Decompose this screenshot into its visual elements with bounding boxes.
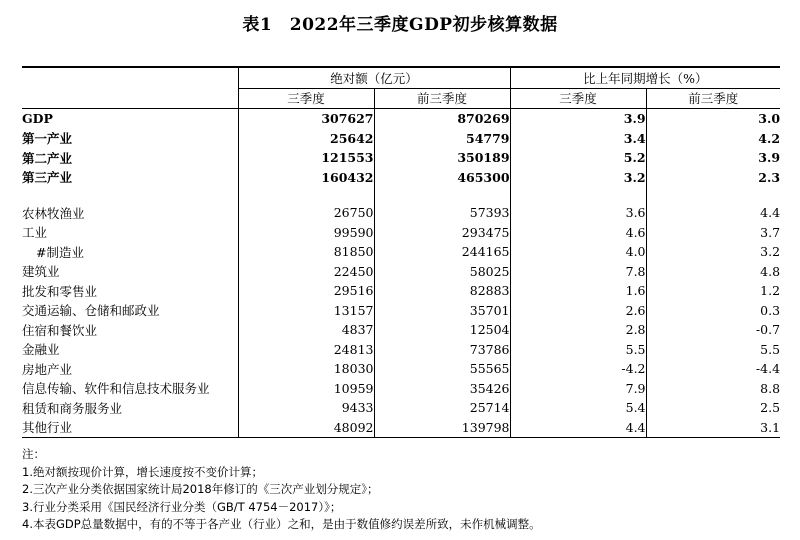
cell-value: 4.4 bbox=[646, 203, 780, 223]
header-corner-sub bbox=[22, 88, 238, 109]
cell-value: -4.4 bbox=[646, 359, 780, 379]
notes-heading: 注： bbox=[22, 447, 45, 461]
cell-value: 54779 bbox=[374, 129, 510, 149]
spacer-cell bbox=[238, 187, 374, 203]
spacer-cell bbox=[374, 187, 510, 203]
cell-value: 3.6 bbox=[510, 203, 646, 223]
table-row bbox=[22, 340, 780, 360]
cell-value: 2.3 bbox=[646, 168, 780, 188]
table-row bbox=[22, 223, 780, 243]
row-label: 农林牧渔业 bbox=[22, 205, 85, 221]
row-label: 第一产业 bbox=[22, 131, 73, 147]
spacer-cell bbox=[646, 187, 780, 203]
spacer-cell bbox=[22, 187, 238, 203]
row-label: #制造业 bbox=[36, 244, 84, 260]
cell-value: 58025 bbox=[374, 262, 510, 282]
header-row-group bbox=[22, 67, 780, 88]
table-row bbox=[22, 148, 780, 168]
table-row bbox=[22, 359, 780, 379]
table-row bbox=[22, 281, 780, 301]
spacer-row bbox=[22, 187, 780, 203]
table-row bbox=[22, 301, 780, 321]
cell-value: 3.9 bbox=[646, 148, 780, 168]
table-row bbox=[22, 398, 780, 418]
cell-value: -0.7 bbox=[646, 320, 780, 340]
cell-value: 57393 bbox=[374, 203, 510, 223]
cell-value: 24813 bbox=[238, 340, 374, 360]
cell-value: 0.3 bbox=[646, 301, 780, 321]
cell-value: 12504 bbox=[374, 320, 510, 340]
cell-value: 4.2 bbox=[646, 129, 780, 149]
notes bbox=[22, 446, 780, 534]
cell-value: 3.2 bbox=[510, 168, 646, 188]
cell-value: 1.2 bbox=[646, 281, 780, 301]
row-label: 交通运输、仓储和邮政业 bbox=[22, 303, 160, 319]
cell-value: 22450 bbox=[238, 262, 374, 282]
cell-value: 2.8 bbox=[510, 320, 646, 340]
row-label: 第三产业 bbox=[22, 170, 73, 186]
cell-value: 13157 bbox=[238, 301, 374, 321]
table-row bbox=[22, 242, 780, 262]
cell-value: 35426 bbox=[374, 379, 510, 399]
cell-value: 99590 bbox=[238, 223, 374, 243]
cell-value: 3.7 bbox=[646, 223, 780, 243]
row-label: 其他行业 bbox=[22, 418, 238, 438]
row-label: 建筑业 bbox=[22, 264, 60, 280]
cell-value: 160432 bbox=[238, 168, 374, 188]
spacer-cell bbox=[510, 187, 646, 203]
cell-value: 139798 bbox=[374, 418, 510, 438]
row-label: 信息传输、软件和信息技术服务业 bbox=[22, 381, 210, 397]
cell-value: 26750 bbox=[238, 203, 374, 223]
cell-value: 465300 bbox=[374, 168, 510, 188]
cell-value: 82883 bbox=[374, 281, 510, 301]
table-row bbox=[22, 320, 780, 340]
cell-value: 25642 bbox=[238, 129, 374, 149]
cell-value: 5.4 bbox=[510, 398, 646, 418]
cell-value: 3.0 bbox=[646, 109, 780, 129]
cell-value: 25714 bbox=[374, 398, 510, 418]
cell-value: -4.2 bbox=[510, 359, 646, 379]
cell-value: 81850 bbox=[238, 242, 374, 262]
cell-value: 55565 bbox=[374, 359, 510, 379]
row-label: 工业 bbox=[22, 225, 48, 241]
cell-value: 3.2 bbox=[646, 242, 780, 262]
header-absolute: 绝对额（亿元） bbox=[238, 67, 510, 88]
cell-value: 4.8 bbox=[646, 262, 780, 282]
table-row bbox=[22, 203, 780, 223]
cell-value: 1.6 bbox=[510, 281, 646, 301]
gdp-table bbox=[22, 66, 780, 438]
cell-value: 244165 bbox=[374, 242, 510, 262]
table-row bbox=[22, 418, 780, 438]
cell-value: 293475 bbox=[374, 223, 510, 243]
cell-value: 73786 bbox=[374, 340, 510, 360]
table-row bbox=[22, 129, 780, 149]
header-ytd-abs: 前三季度 bbox=[374, 88, 510, 109]
row-label: 房地产业 bbox=[22, 361, 73, 377]
note-line: 4.本表GDP总量数据中，有的不等于各产业（行业）之和，是由于数值修约误差所致，未作机械调整。 bbox=[22, 517, 541, 531]
cell-value: 3.4 bbox=[510, 129, 646, 149]
note-line: 3.行业分类采用《国民经济行业分类（GB/T 4754－2017）》； bbox=[22, 499, 342, 514]
cell-value: 350189 bbox=[374, 148, 510, 168]
cell-value: 8.8 bbox=[646, 379, 780, 399]
table-row bbox=[22, 262, 780, 282]
cell-value: 7.9 bbox=[510, 379, 646, 399]
cell-value: 121553 bbox=[238, 148, 374, 168]
cell-value: 3.1 bbox=[646, 418, 780, 438]
table-row bbox=[22, 109, 780, 129]
cell-value: 5.5 bbox=[510, 340, 646, 360]
cell-value: 5.5 bbox=[646, 340, 780, 360]
row-label: GDP bbox=[22, 111, 53, 127]
cell-value: 9433 bbox=[238, 398, 374, 418]
row-label: 批发和零售业 bbox=[22, 283, 98, 299]
cell-value: 4837 bbox=[238, 320, 374, 340]
cell-value: 3.9 bbox=[510, 109, 646, 129]
cell-value: 307627 bbox=[238, 109, 374, 129]
header-row-sub bbox=[22, 88, 780, 109]
cell-value: 48092 bbox=[238, 418, 374, 438]
cell-value: 2.6 bbox=[510, 301, 646, 321]
row-label: 第二产业 bbox=[22, 150, 73, 166]
table-title: 表1 2022年三季度GDP初步核算数据 bbox=[242, 15, 558, 35]
cell-value: 4.4 bbox=[510, 418, 646, 438]
header-growth: 比上年同期增长（%） bbox=[510, 67, 780, 88]
header-corner bbox=[22, 67, 238, 88]
cell-value: 2.5 bbox=[646, 398, 780, 418]
header-ytd-growth: 前三季度 bbox=[646, 88, 780, 109]
note-line: 1.绝对额按现价计算，增长速度按不变价计算； bbox=[22, 464, 263, 479]
row-label: 金融业 bbox=[22, 342, 60, 358]
header-q3-abs: 三季度 bbox=[238, 88, 374, 109]
note-line: 2.三次产业分类依据国家统计局2018年修订的《三次产业划分规定》； bbox=[22, 482, 379, 496]
table-row bbox=[22, 168, 780, 188]
row-label: 租赁和商务服务业 bbox=[22, 400, 123, 416]
cell-value: 870269 bbox=[374, 109, 510, 129]
header-q3-growth: 三季度 bbox=[510, 88, 646, 109]
cell-value: 5.2 bbox=[510, 148, 646, 168]
cell-value: 4.0 bbox=[510, 242, 646, 262]
table-row bbox=[22, 379, 780, 399]
cell-value: 18030 bbox=[238, 359, 374, 379]
cell-value: 4.6 bbox=[510, 223, 646, 243]
cell-value: 7.8 bbox=[510, 262, 646, 282]
cell-value: 29516 bbox=[238, 281, 374, 301]
row-label: 住宿和餐饮业 bbox=[22, 322, 98, 338]
cell-value: 35701 bbox=[374, 301, 510, 321]
cell-value: 10959 bbox=[238, 379, 374, 399]
